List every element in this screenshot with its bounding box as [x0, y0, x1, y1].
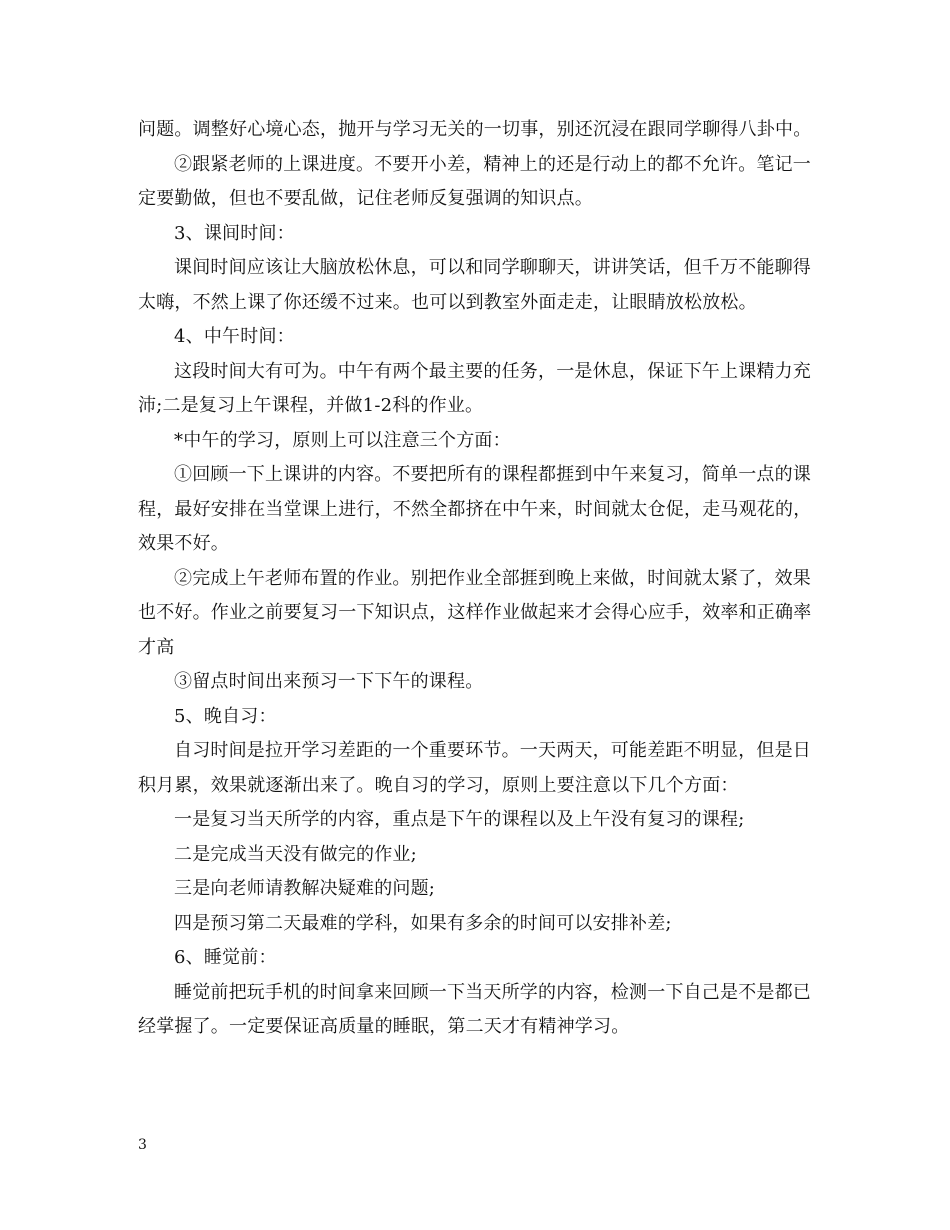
section-heading: 5、晚自习：: [174, 705, 277, 727]
paragraph: ②跟紧老师的上课进度。不要开小差，精神上的还是行动上的都不允许。笔记一定要勤做，但也不要乱做，记住老师反复强调的知识点。: [138, 153, 811, 209]
list-item: 二是完成当天没有做完的作业;: [174, 843, 417, 865]
paragraph: 自习时间是拉开学习差距的一个重要环节。一天两天，可能差距不明显，但是日积月累，效果就逐渐出来了。晚自习的学习，原则上要注意以下几个方面：: [138, 740, 811, 796]
paragraph: ③留点时间出来预习一下下午的课程。: [174, 671, 484, 692]
paragraph: 睡觉前把玩手机的时间拿来回顾一下当天所学的内容，检测一下自己是不是都已经掌握了。一定要保证高质量的睡眠，第二天才有精神学习。: [138, 981, 811, 1037]
section-heading: 4、中午时间：: [174, 326, 295, 347]
paragraph: ②完成上午老师布置的作业。别把作业全部捱到晚上来做，时间就太紧了，效果也不好。作业之前要复习一下知识点，这样作业做起来才会得心应手，效率和正确率才高: [138, 567, 812, 658]
list-item: 一是复习当天所学的内容，重点是下午的课程以及上午没有复习的课程;: [174, 809, 745, 830]
page-number: 3: [138, 1137, 147, 1153]
list-item: 三是向老师请教解决疑难的问题;: [174, 878, 436, 899]
paragraph: 这段时间大有可为。中午有两个最主要的任务，一是休息，保证下午上课精力充沛;二是复习上午课程，并做1-2科的作业。: [138, 360, 811, 416]
section-heading: 3、课间时间：: [174, 222, 295, 244]
list-item: 四是预习第二天最难的学科，如果有多余的时间可以安排补差;: [174, 912, 672, 934]
paragraph: *中午的学习，原则上可以注意三个方面：: [174, 429, 511, 451]
paragraph: ①回顾一下上课讲的内容。不要把所有的课程都捱到中午来复习，简单一点的课程，最好安排在当堂课上进行，不然全都挤在中午来，时间就太仓促，走马观花的，效果不好。: [138, 464, 812, 554]
paragraph: 问题。调整好心境心态，抛开与学习无关的一切事，别还沉浸在跟同学聊得八卦中。: [138, 119, 812, 140]
section-heading: 6、睡觉前：: [174, 947, 277, 968]
paragraph: 课间时间应该让大脑放松休息，可以和同学聊聊天，讲讲笑话，但千万不能聊得太嗨，不然上课了你还缓不过来。也可以到教室外面走走，让眼睛放松放松。: [138, 257, 811, 313]
document-body: [138, 113, 828, 1045]
